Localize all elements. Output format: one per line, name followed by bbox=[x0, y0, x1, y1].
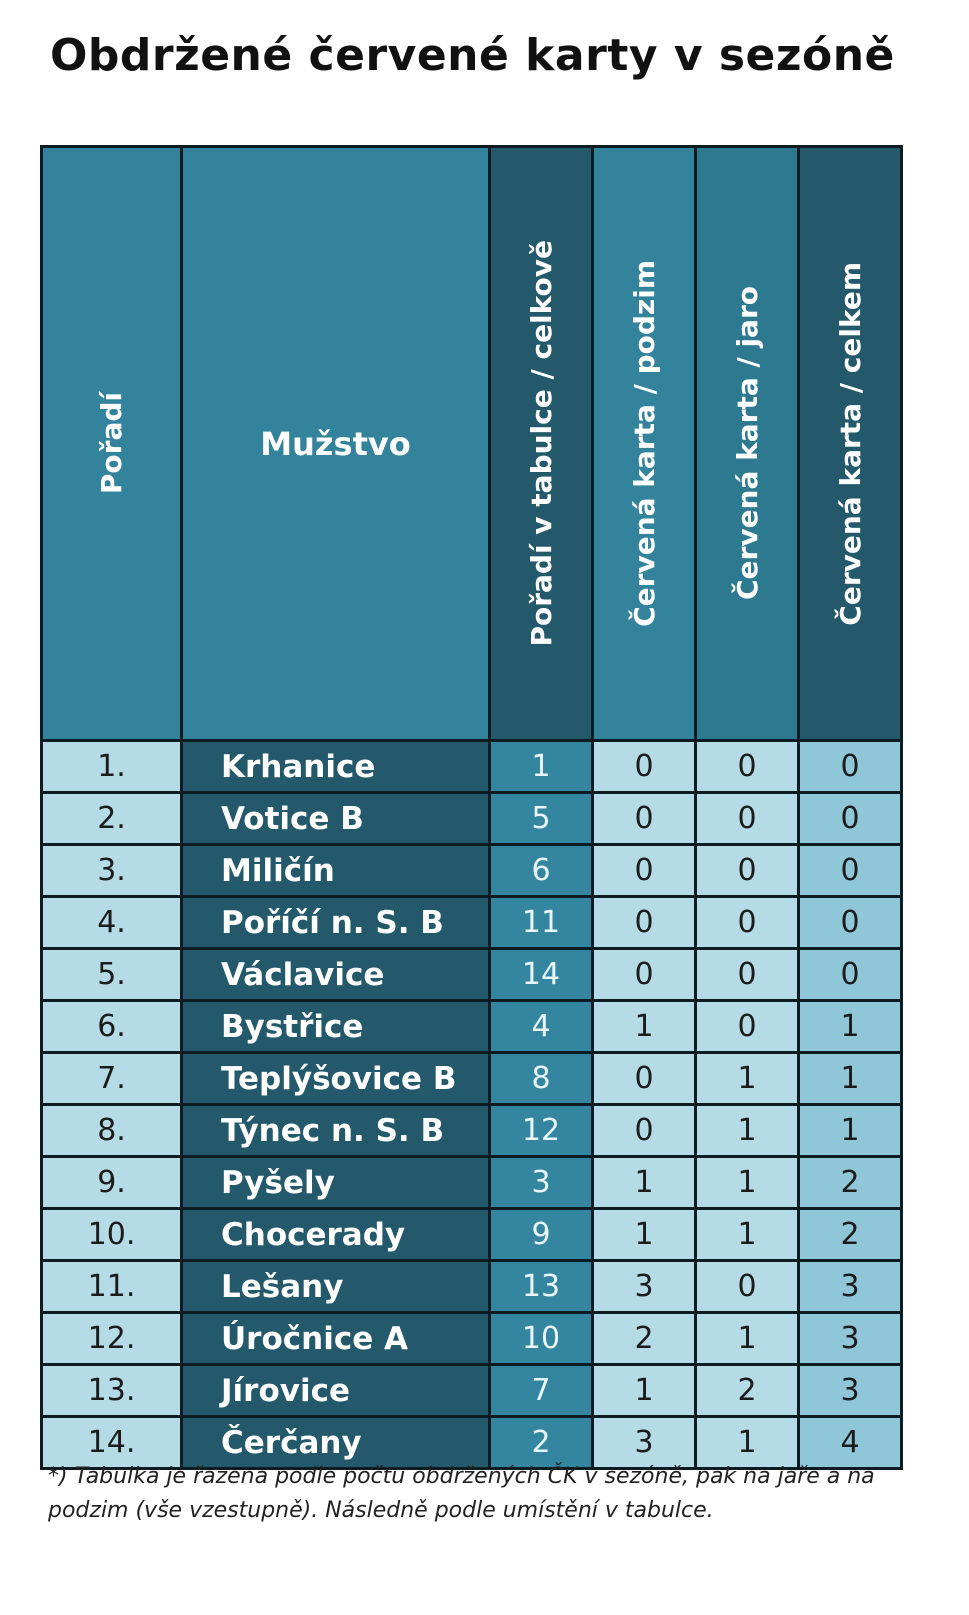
red-spring-cell: 0 bbox=[696, 897, 799, 949]
header-row bbox=[42, 147, 902, 741]
table-position-cell: 10 bbox=[490, 1313, 593, 1365]
team-cell: Krhanice bbox=[182, 741, 490, 793]
header-red-autumn bbox=[593, 147, 696, 741]
header-rank-label: Pořadí bbox=[95, 392, 128, 495]
red-total-cell: 2 bbox=[799, 1209, 902, 1261]
header-team-label: Mužstvo bbox=[260, 424, 411, 463]
header-table-position bbox=[490, 147, 593, 741]
red-total-cell: 0 bbox=[799, 845, 902, 897]
team-cell: Chocerady bbox=[182, 1209, 490, 1261]
red-autumn-cell: 1 bbox=[593, 1209, 696, 1261]
team-cell: Čerčany bbox=[182, 1417, 490, 1469]
header-red-spring-label: Červená karta / jaro bbox=[730, 286, 764, 601]
red-autumn-cell: 0 bbox=[593, 793, 696, 845]
rank-cell: 1. bbox=[42, 741, 182, 793]
red-spring-cell: 1 bbox=[696, 1105, 799, 1157]
team-cell: Lešany bbox=[182, 1261, 490, 1313]
table-row bbox=[42, 897, 902, 949]
header-rank bbox=[42, 147, 182, 741]
red-total-cell: 1 bbox=[799, 1053, 902, 1105]
red-spring-cell: 0 bbox=[696, 1261, 799, 1313]
red-autumn-cell: 3 bbox=[593, 1261, 696, 1313]
table-row bbox=[42, 845, 902, 897]
red-total-cell: 0 bbox=[799, 741, 902, 793]
header-red-spring bbox=[696, 147, 799, 741]
header-red-autumn-label: Červená karta / podzim bbox=[627, 260, 661, 627]
table-row bbox=[42, 949, 902, 1001]
team-cell: Bystřice bbox=[182, 1001, 490, 1053]
red-total-cell: 0 bbox=[799, 897, 902, 949]
table-position-cell: 11 bbox=[490, 897, 593, 949]
red-autumn-cell: 2 bbox=[593, 1313, 696, 1365]
table-position-cell: 1 bbox=[490, 741, 593, 793]
red-spring-cell: 0 bbox=[696, 845, 799, 897]
rank-cell: 7. bbox=[42, 1053, 182, 1105]
red-autumn-cell: 0 bbox=[593, 741, 696, 793]
red-spring-cell: 1 bbox=[696, 1417, 799, 1469]
red-spring-cell: 1 bbox=[696, 1053, 799, 1105]
table-position-cell: 2 bbox=[490, 1417, 593, 1469]
team-cell: Pyšely bbox=[182, 1157, 490, 1209]
rank-cell: 2. bbox=[42, 793, 182, 845]
table-position-cell: 5 bbox=[490, 793, 593, 845]
table-row bbox=[42, 1313, 902, 1365]
red-autumn-cell: 1 bbox=[593, 1157, 696, 1209]
rank-cell: 9. bbox=[42, 1157, 182, 1209]
red-spring-cell: 0 bbox=[696, 949, 799, 1001]
red-total-cell: 3 bbox=[799, 1261, 902, 1313]
team-cell: Týnec n. S. B bbox=[182, 1105, 490, 1157]
red-spring-cell: 0 bbox=[696, 1001, 799, 1053]
red-total-cell: 2 bbox=[799, 1157, 902, 1209]
table-position-cell: 6 bbox=[490, 845, 593, 897]
rank-cell: 10. bbox=[42, 1209, 182, 1261]
page-title: Obdržené červené karty v sezóně bbox=[50, 30, 895, 81]
table-row bbox=[42, 1105, 902, 1157]
rank-cell: 13. bbox=[42, 1365, 182, 1417]
table-position-cell: 9 bbox=[490, 1209, 593, 1261]
table-position-cell: 12 bbox=[490, 1105, 593, 1157]
red-total-cell: 0 bbox=[799, 793, 902, 845]
team-cell: Votice B bbox=[182, 793, 490, 845]
table-position-cell: 13 bbox=[490, 1261, 593, 1313]
rank-cell: 11. bbox=[42, 1261, 182, 1313]
table-row bbox=[42, 741, 902, 793]
footnote: *) Tabulka je řazena podle počtu obdržených ČK v sezóně, pak na jaře a na podzim (vše vzestupně). Následně podle umístění v tabulce. bbox=[48, 1464, 875, 1523]
red-spring-cell: 1 bbox=[696, 1313, 799, 1365]
rank-cell: 4. bbox=[42, 897, 182, 949]
rank-cell: 12. bbox=[42, 1313, 182, 1365]
table-position-cell: 3 bbox=[490, 1157, 593, 1209]
header-team bbox=[182, 147, 490, 741]
red-autumn-cell: 1 bbox=[593, 1001, 696, 1053]
red-total-cell: 1 bbox=[799, 1105, 902, 1157]
table-row bbox=[42, 1001, 902, 1053]
red-total-cell: 1 bbox=[799, 1001, 902, 1053]
rank-cell: 5. bbox=[42, 949, 182, 1001]
table-row bbox=[42, 1209, 902, 1261]
header-red-total bbox=[799, 147, 902, 741]
team-cell: Václavice bbox=[182, 949, 490, 1001]
red-spring-cell: 1 bbox=[696, 1157, 799, 1209]
red-cards-table bbox=[40, 145, 903, 1470]
team-cell: Úročnice A bbox=[182, 1313, 490, 1365]
red-spring-cell: 0 bbox=[696, 793, 799, 845]
red-total-cell: 0 bbox=[799, 949, 902, 1001]
red-autumn-cell: 0 bbox=[593, 845, 696, 897]
red-total-cell: 3 bbox=[799, 1313, 902, 1365]
table-row bbox=[42, 1261, 902, 1313]
table-position-cell: 4 bbox=[490, 1001, 593, 1053]
red-total-cell: 4 bbox=[799, 1417, 902, 1469]
table-position-cell: 7 bbox=[490, 1365, 593, 1417]
team-cell: Jírovice bbox=[182, 1365, 490, 1417]
red-total-cell: 3 bbox=[799, 1365, 902, 1417]
table-row bbox=[42, 1053, 902, 1105]
table-row bbox=[42, 793, 902, 845]
rank-cell: 3. bbox=[42, 845, 182, 897]
rank-cell: 6. bbox=[42, 1001, 182, 1053]
header-red-total-label: Červená karta / celkem bbox=[833, 261, 867, 626]
red-autumn-cell: 0 bbox=[593, 1105, 696, 1157]
red-autumn-cell: 3 bbox=[593, 1417, 696, 1469]
team-cell: Miličín bbox=[182, 845, 490, 897]
red-autumn-cell: 0 bbox=[593, 897, 696, 949]
table-position-cell: 14 bbox=[490, 949, 593, 1001]
red-autumn-cell: 1 bbox=[593, 1365, 696, 1417]
red-spring-cell: 1 bbox=[696, 1209, 799, 1261]
table-position-cell: 8 bbox=[490, 1053, 593, 1105]
rank-cell: 14. bbox=[42, 1417, 182, 1469]
header-table-position-label: Pořadí v tabulce / celkově bbox=[524, 240, 558, 647]
red-autumn-cell: 0 bbox=[593, 949, 696, 1001]
table-row bbox=[42, 1365, 902, 1417]
table-row bbox=[42, 1157, 902, 1209]
red-spring-cell: 0 bbox=[696, 741, 799, 793]
red-spring-cell: 2 bbox=[696, 1365, 799, 1417]
rank-cell: 8. bbox=[42, 1105, 182, 1157]
team-cell: Teplýšovice B bbox=[182, 1053, 490, 1105]
red-autumn-cell: 0 bbox=[593, 1053, 696, 1105]
team-cell: Poříčí n. S. B bbox=[182, 897, 490, 949]
